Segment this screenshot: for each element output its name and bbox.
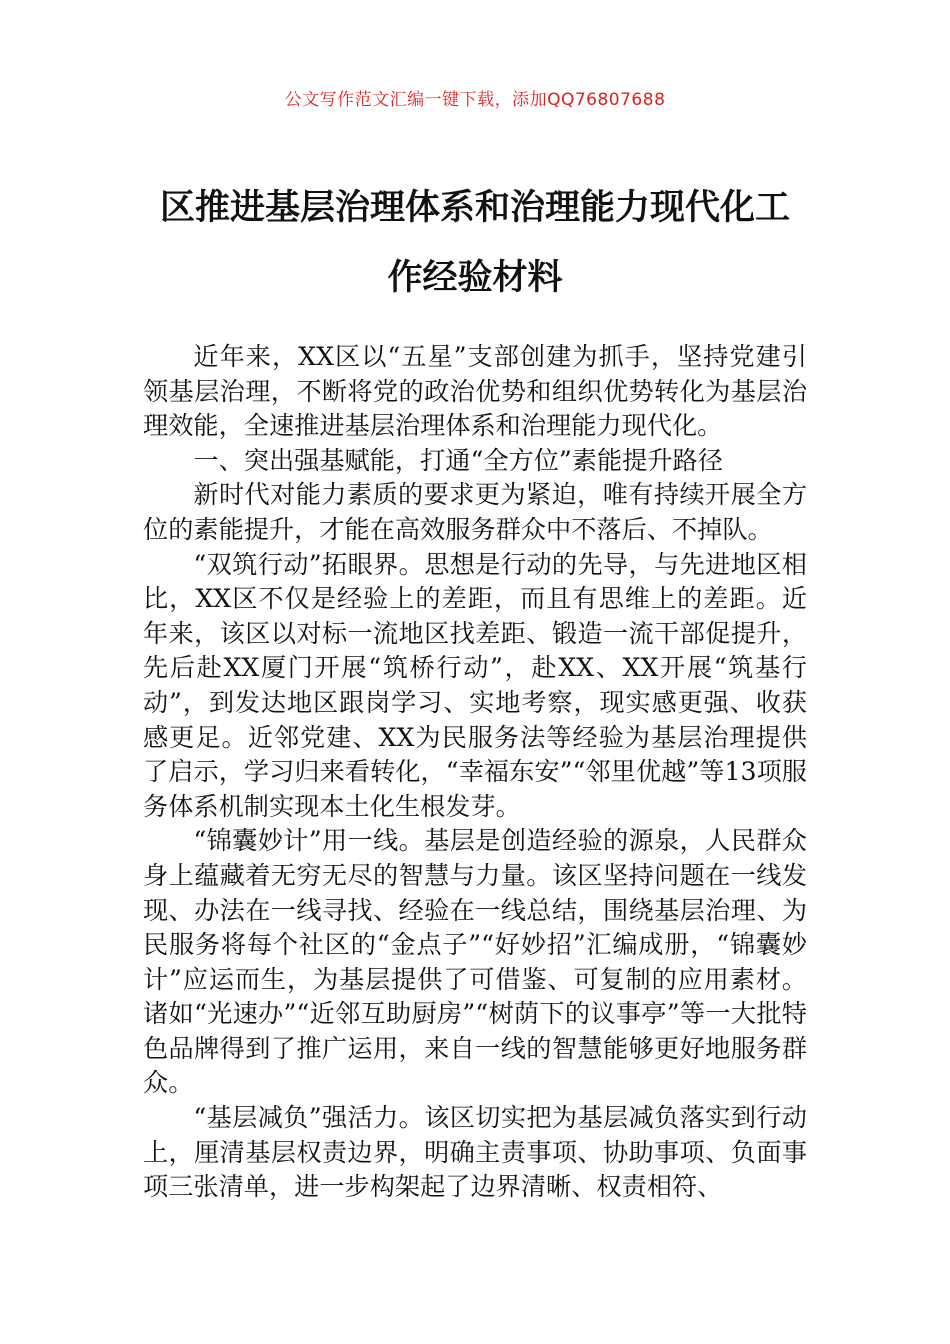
paragraph-intro: 近年来，XX区以“五星”支部创建为抓手，坚持党建引领基层治理，不断将党的政治优势和组织优势转化为基层治理效能，全速推进基层治理体系和治理能力现代化。 xyxy=(143,342,807,441)
paragraph: “双筑行动”拓眼界。思想是行动的先导，与先进地区相比，XX区不仅是经验上的差距，而且有思维上的差距。近年来，该区以对标一流地区找差距、锻造一流干部促提升，先后赴XX厦门开展“筑桥行动”，赴XX、XX开展“筑基行动”，到发达地区跟岗学习、实地考察，现实感更强、收获感更足。近邻党建、XX为民服务法等经验为基层治理提供了启示，学习归来看转化，“幸福东安”“邻里优越”等13项服务体系机制实现本土化生根发芽。 xyxy=(143,549,807,821)
document-body xyxy=(143,340,807,1205)
section-heading-1: 一、突出强基赋能，打通“全方位”素能提升路径 xyxy=(193,445,723,475)
document-title-line-2: 作经验材料 xyxy=(387,258,563,298)
paragraph: “锦囊妙计”用一线。基层是创造经验的源泉，人民群众身上蕴藏着无穷无尽的智慧与力量。该区坚持问题在一线发现、办法在一线寻找、经验在一线总结，围绕基层治理、为民服务将每个社区的“金点子”“好妙招”汇编成册，“锦囊妙计”应运而生，为基层提供了可借鉴、可复制的应用素材。诸如“光速办”“近邻互助厨房”“树荫下的议事亭”等一大批特色品牌得到了推广运用，来自一线的智慧能够更好地服务群众。 xyxy=(143,826,807,1098)
paragraph: 新时代对能力素质的要求更为紧迫，唯有持续开展全方位的素能提升，才能在高效服务群众中不落后、不掉队。 xyxy=(143,480,807,544)
paragraph: “基层减负”强活力。该区切实把为基层减负落实到行动上，厘清基层权责边界，明确主责事项、协助事项、负面事项三张清单，进一步构架起了边界清晰、权责相符、 xyxy=(143,1103,807,1202)
header-download-note: 公文写作范文汇编一键下载，添加QQ76807688 xyxy=(284,90,666,110)
document-title-line-1: 区推进基层治理体系和治理能力现代化工 xyxy=(159,188,790,228)
